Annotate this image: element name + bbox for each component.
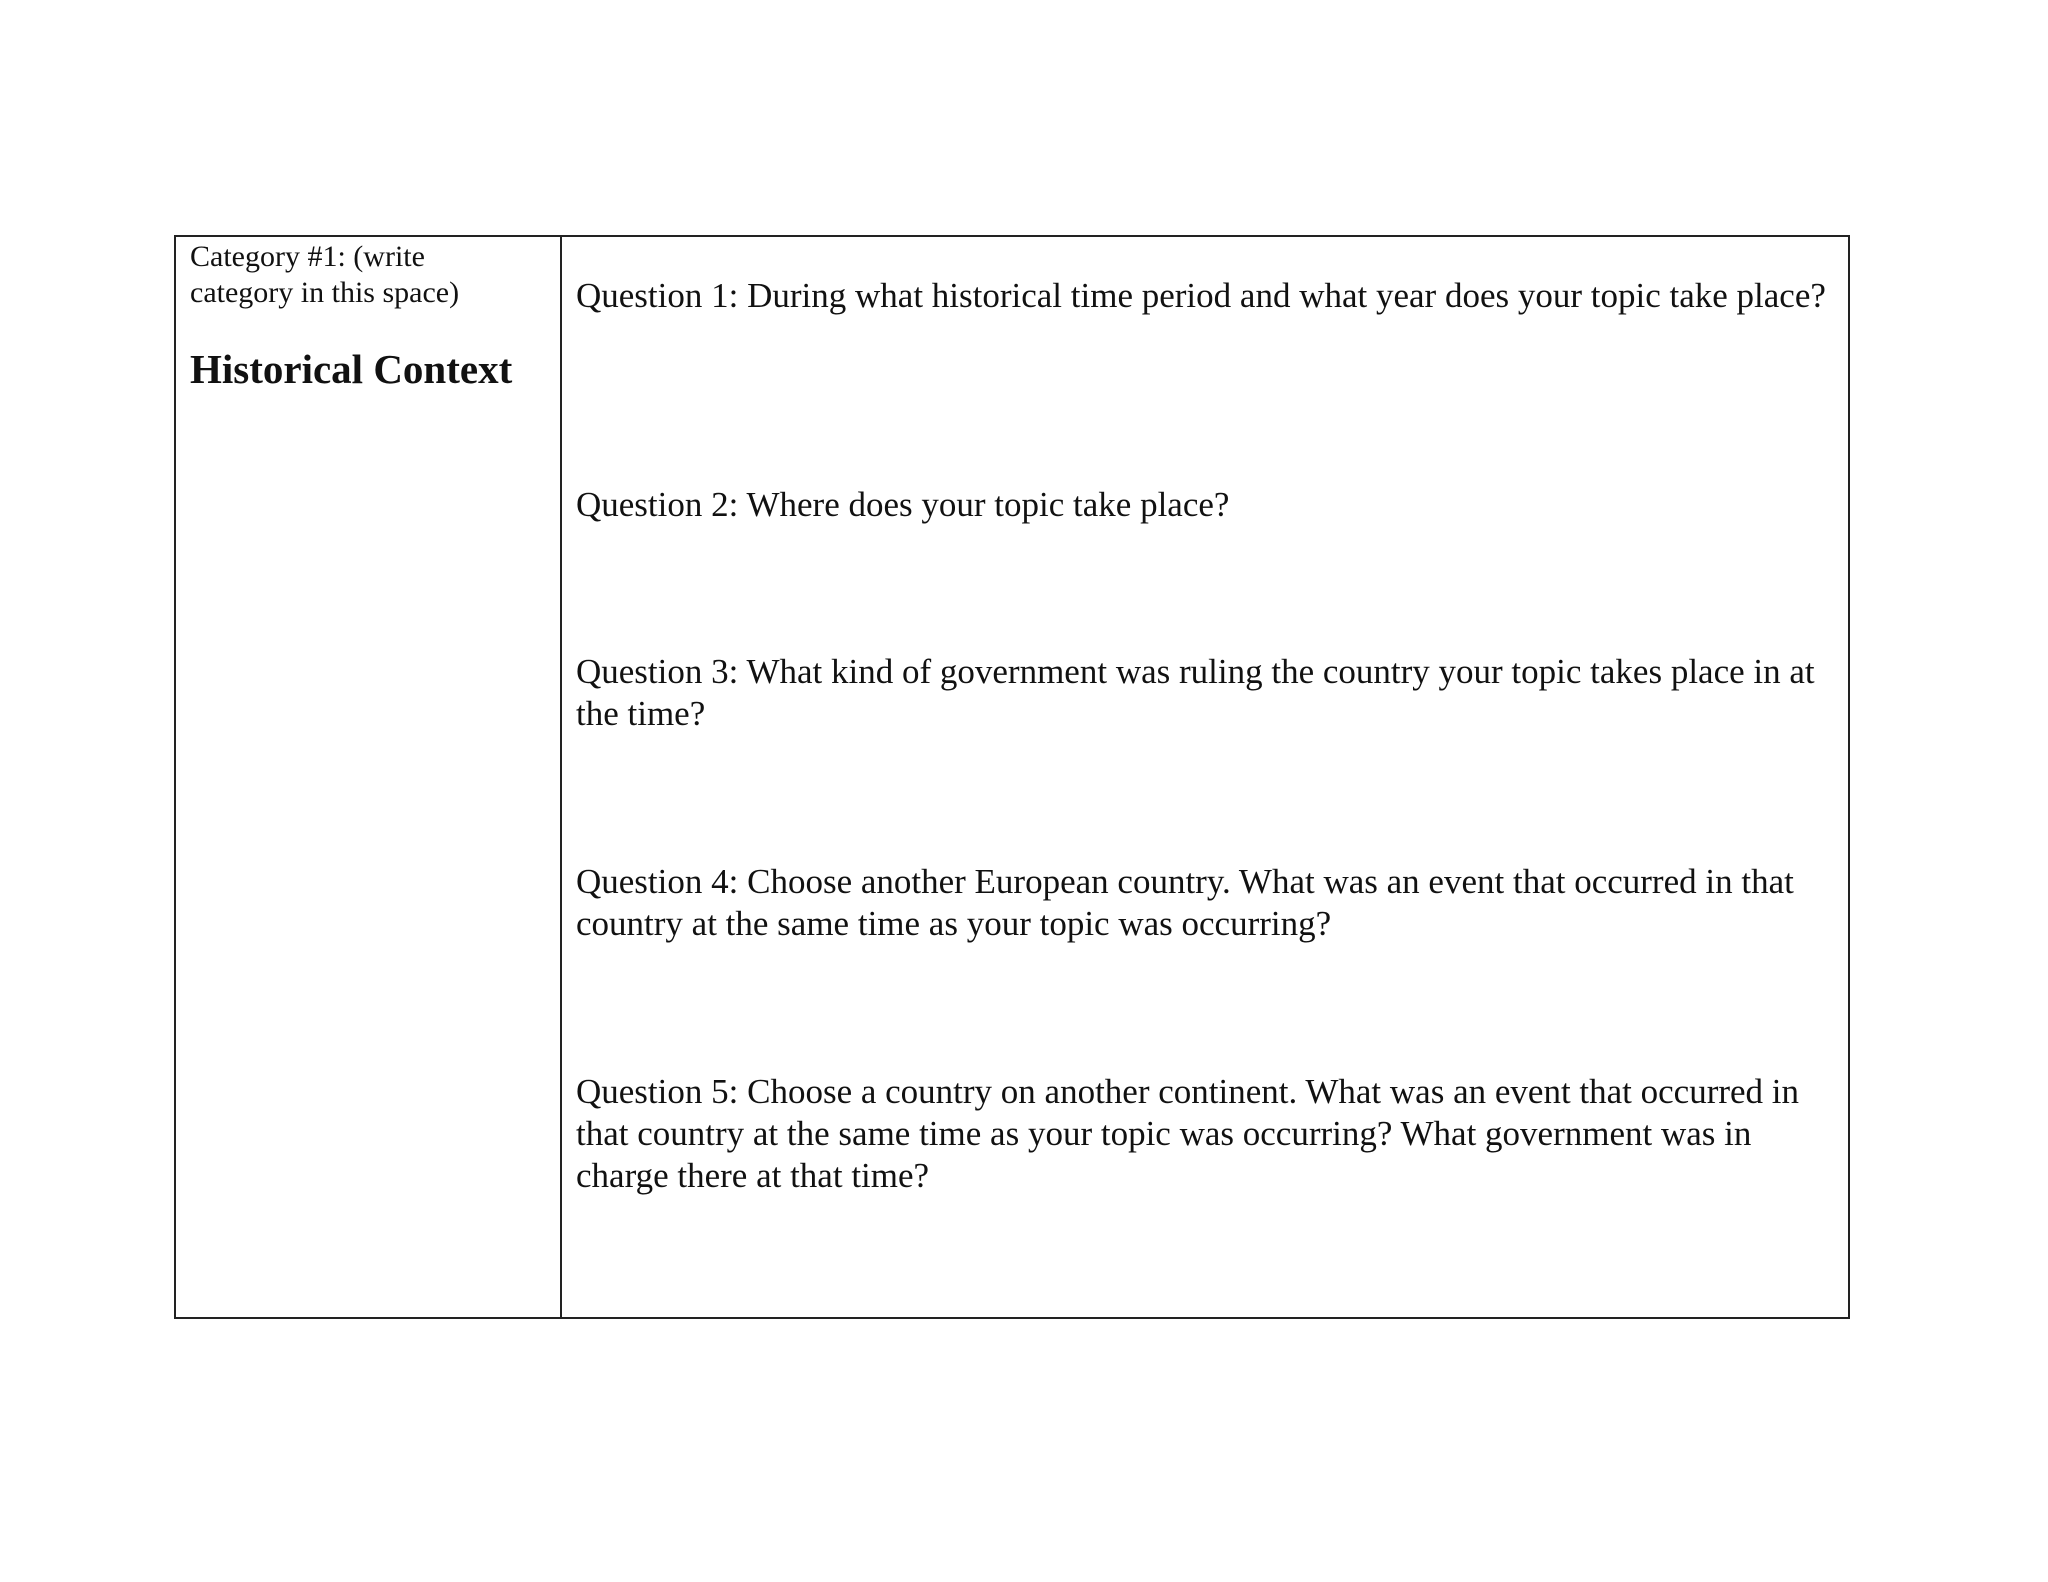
question-2: Question 2: Where does your topic take place? xyxy=(576,485,1230,524)
question-3: Question 3: What kind of government was ruling the country your topic takes place in at the time? xyxy=(576,652,1815,733)
questions-cell xyxy=(562,237,1848,1317)
category-label: Category #1: (write category in this space) xyxy=(190,240,460,309)
question-4: Question 4: Choose another European country. What was an event that occurred in that country at the same time as your topic was occurring? xyxy=(576,862,1794,943)
worksheet-table xyxy=(174,235,1850,1319)
question-1: Question 1: During what historical time period and what year does your topic take place? xyxy=(576,276,1826,315)
question-5: Question 5: Choose a country on another continent. What was an event that occurred in that country at the same time as your topic was occurring? What government was in charge there at that time? xyxy=(576,1072,1800,1195)
category-title: Historical Context xyxy=(190,346,513,392)
category-cell xyxy=(176,237,562,1317)
